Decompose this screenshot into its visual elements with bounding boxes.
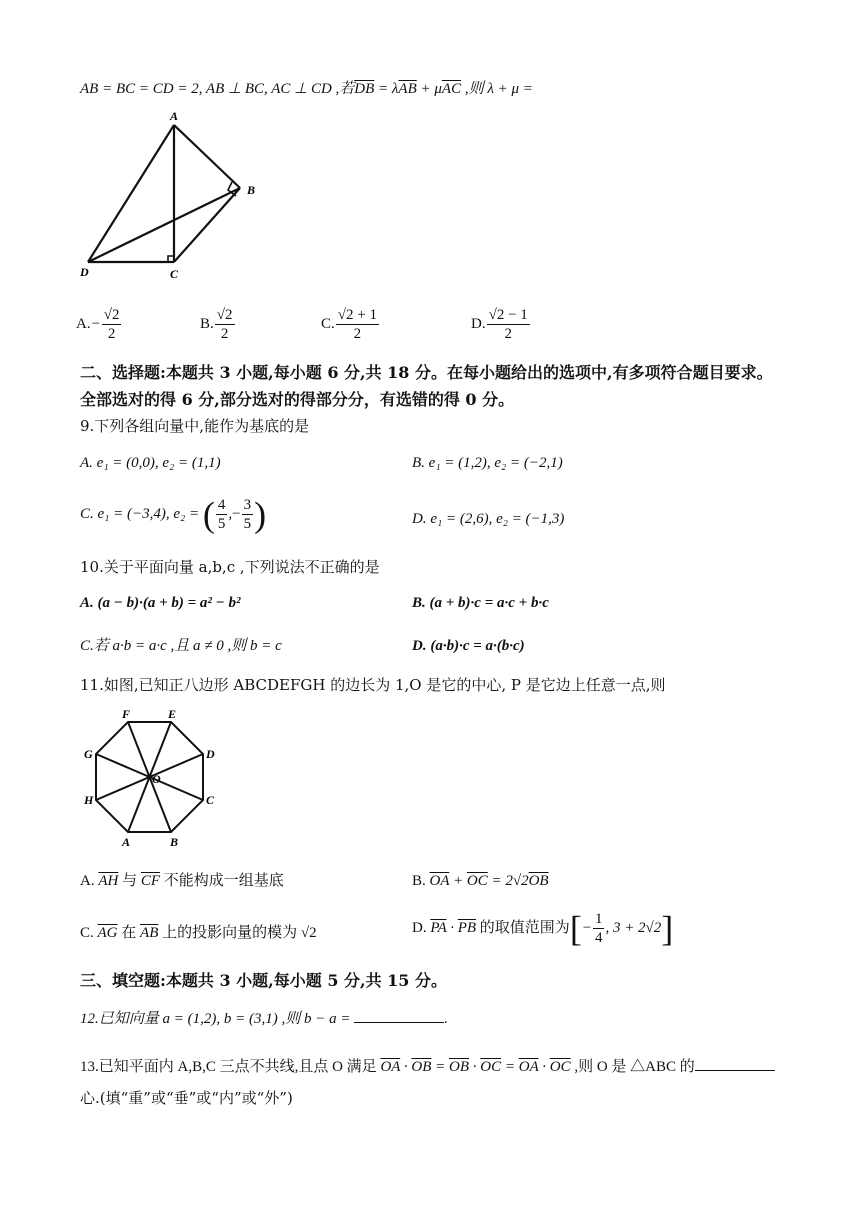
q10-option-a: A. (a − b)·(a + b) = a² − b² (80, 595, 241, 611)
q11-option-a: A. $\overline{AH}$ 与 $\overline{CF}$ 不能构成一组基底 (80, 873, 284, 889)
q11-stem: 11.如图,已知正八边形 ABCDEFGH 的边长为 1,O 是它的中心, P 是它边上任意一点,则 (80, 676, 666, 694)
q11-octagon-figure (78, 705, 228, 850)
q9-option-a: A. e₁ = (0,0), e₂ = (1,1) (80, 455, 221, 471)
q11-label-h: H (84, 793, 94, 807)
section2-heading: 二、选择题:本题共 3 小题,每小题 6 分,共 18 分。在每小题给出的选项中,有多项符合题目要求。 (80, 363, 773, 382)
q9-option-b: B. e₁ = (1,2), e₂ = (−2,1) (412, 455, 563, 471)
q11-option-b: B. $\overline{OA} + \overline{OC} = 2√2\overline{OB}$ (412, 873, 549, 889)
q11-label-b: B (170, 835, 179, 849)
q11-option-d: D. $\overline{PA} \cdot \overline{PB}$ 的取值范围为[− $\frac{1}{4}$ , 3 + 2√2] (412, 908, 674, 949)
q11-label-a: A (122, 835, 131, 849)
q13-stem: 13.已知平面内 A,B,C 三点不共线,且点 O 满足 $\overline{OA} \cdot \overline{OB} = \overline{OB} \cdot \overline{OC} = \overline{OA} \cdot \overline{OC}$ ,则 O 是 △ABC 的 (80, 1054, 775, 1078)
q11-option-c: C. $\overline{AG}$ 在 $\overline{AB}$ 上的投影向量的模为 √2 (80, 925, 317, 941)
q10-option-b: B. (a + b)·c = a·c + b·c (412, 595, 549, 611)
q9-option-c: C. e₁ = (−3,4), e₂ = ( $\frac{4}{5}$ ,− $\frac{3}{5}$ ) (80, 494, 267, 535)
q9-stem: 9.下列各组向量中,能作为基底的是 (80, 417, 310, 435)
q10-stem: 10.关于平面向量 a,b,c ,下列说法不正确的是 (80, 558, 380, 576)
q11-label-o: O (152, 772, 161, 786)
q8-label-b: B (247, 183, 256, 197)
q12-stem: 12.已知向量 a = (1,2), b = (3,1) ,则 b − a = . (80, 1006, 448, 1030)
q11-label-g: G (84, 747, 93, 761)
q8-option-a: A.− $\frac{√2}{2}$ (76, 307, 120, 342)
q13-answer-blank[interactable] (695, 1054, 775, 1071)
q8-label-a: A (170, 110, 179, 123)
q8-option-b: B. $\frac{√2}{2}$ (200, 307, 233, 342)
q11-label-c: C (206, 793, 215, 807)
section3-heading: 三、填空题:本题共 3 小题,每小题 5 分,共 15 分。 (80, 971, 448, 990)
q10-option-c: C.若 a·b = a·c ,且 a ≠ 0 ,则 b = c (80, 638, 282, 654)
q8-label-d: D (80, 265, 89, 279)
section2-heading-line2: 全部选对的得 6 分,部分选对的得部分分，有选错的得 0 分。 (80, 390, 515, 409)
q8-label-c: C (170, 267, 179, 281)
q11-label-f: F (122, 707, 131, 721)
q11-label-d: D (206, 747, 215, 761)
q12-answer-blank[interactable] (354, 1006, 444, 1023)
q13-stem-line2: 心.(填“重”或“垂”或“内”或“外”) (80, 1089, 293, 1107)
q9-option-d: D. e₁ = (2,6), e₂ = (−1,3) (412, 511, 565, 527)
q10-option-d: D. (a·b)·c = a·(b·c) (412, 638, 525, 654)
q8-stem: AB = BC = CD = 2, AB ⊥ BC, AC ⊥ CD ,若$\overline{DB} = \lambda\overline{AB} + \mu\overline{AC}$ ,则 λ + μ = (80, 81, 533, 97)
q8-figure (70, 110, 270, 285)
q11-label-e: E (168, 707, 177, 721)
q8-option-d: D. $\frac{√2 - 1}{2}$ (471, 307, 528, 342)
q8-option-c: C. $\frac{√2 + 1}{2}$ (321, 307, 377, 342)
